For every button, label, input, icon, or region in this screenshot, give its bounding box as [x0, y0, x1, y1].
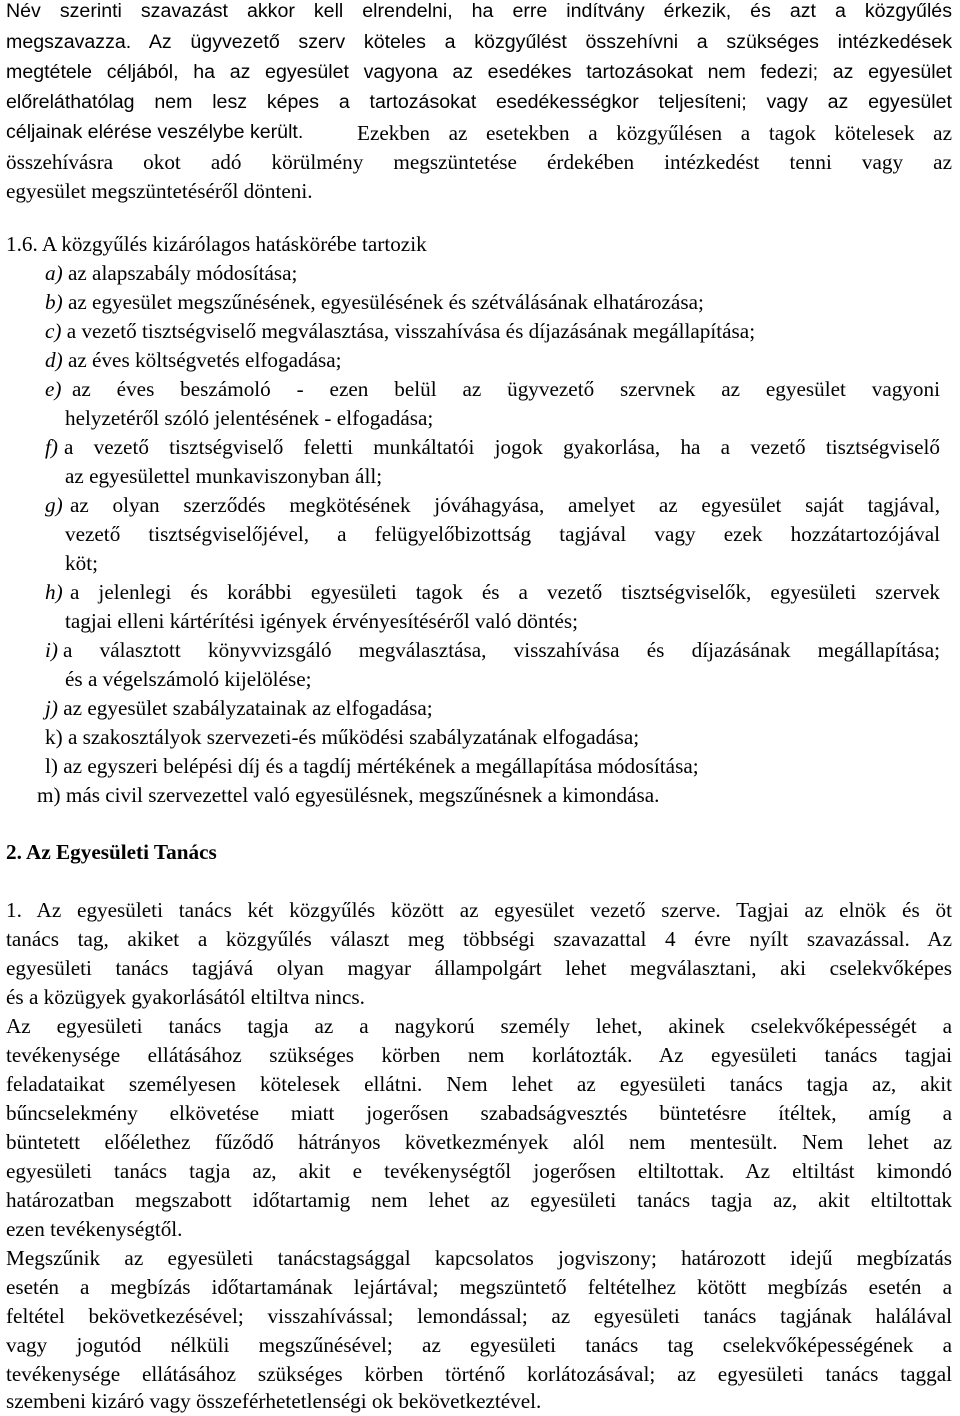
list-label: e) [45, 377, 62, 401]
list-item-g-cont: köt; [65, 551, 98, 575]
list-text: a vezető tisztségviselő megválasztása, visszahívása és díjazásának megállapítása; [66, 319, 756, 343]
list-text: az olyan szerződés megkötésének jóváhagyása, amelyet az egyesület saját tagjával, [70, 493, 940, 517]
list-item-i-cont: és a végelszámoló kijelölése; [65, 667, 312, 691]
list-label: d) [45, 348, 63, 372]
section-2-line: Megszűnik az egyesületi tanácstagsággal kapcsolatos jogviszony; határozott idejű megbízatás [6, 1246, 952, 1270]
intro-line-sans-part: céljainak elérése veszélybe került. [6, 121, 304, 143]
list-text: a vezető tisztségviselő feletti munkáltatói jogok gyakorlása, ha a vezető tisztségviselő [64, 435, 940, 459]
list-item-h-cont: tagjai elleni kártérítési igények érvényesítéséről való döntés; [65, 609, 579, 633]
section-2-line: tevékenysége ellátásához szükséges körben nem korlátozták. Az egyesületi tanács tagjai [6, 1043, 952, 1067]
list-item-c [45, 321, 952, 342]
list-label: h) [45, 580, 63, 604]
intro-line: megszavazza. Az ügyvezető szerv köteles a közgyűlést összehívni a szükséges intézkedések [6, 31, 952, 53]
list-text: az egyesület megszűnésének, egyesülésének és szétválásának elhatározása; [67, 290, 704, 314]
intro-line-serif-part: Ezekben az esetekben a közgyűlésen a tagok kötelesek az [357, 121, 952, 145]
list-text: az egyszeri belépési díj és a tagdíj mértékének a megállapítása módosítása; [63, 754, 699, 778]
list-label: k) [45, 725, 63, 749]
section-2-line: szembeni kizáró vagy összeférhetetlenségi ok bekövetkeztével. [6, 1389, 542, 1413]
section-2-line: ezen tevékenységtől. [6, 1217, 183, 1241]
section-1-6-heading: 1.6. A közgyűlés kizárólagos hatáskörébe tartozik [6, 232, 427, 256]
section-2-line: büntetett előélethez fűződő hátrányos következmények alól nem mentesült. Nem lehet az [6, 1130, 952, 1154]
list-text: az egyesület szabályzatainak az elfogadása; [63, 696, 433, 720]
section-2-line: Az egyesületi tanács tagja az a nagykorú személy lehet, akinek cselekvőképességét a [6, 1014, 952, 1038]
section-2-line: és a közügyek gyakorlásától eltiltva nincs. [6, 985, 365, 1009]
list-item-b [45, 292, 952, 313]
section-2-line: esetén a megbízás időtartamának lejártával; megszüntető feltételhez kötött megbízás esetén a [6, 1275, 952, 1299]
section-2-line: vagy jogutód nélküli megszűnésével; az egyesületi tanács tag cselekvőképességének a [6, 1333, 952, 1357]
section-2-line: bűncselekmény elkövetése miatt jogerősen szabadságvesztés büntetésre ítéltek, amíg a [6, 1101, 952, 1125]
intro-line: megtétele céljából, ha az egyesület vagyona az esedékes tartozásokat nem fedezi; az egyesület [6, 61, 952, 83]
list-item-i [45, 640, 940, 661]
list-item-l [45, 756, 952, 777]
list-label: l) [45, 754, 58, 778]
list-label: c) [45, 319, 62, 343]
intro-line-mixed [6, 123, 952, 143]
list-item-d [45, 350, 952, 371]
list-label: b) [45, 290, 63, 314]
list-label: g) [45, 493, 63, 517]
list-item-h [45, 582, 940, 603]
list-label: m) [37, 783, 61, 807]
list-item-a [45, 263, 952, 284]
list-text: az alapszabály módosítása; [67, 261, 298, 285]
section-2-line: feltétel bekövetkezésével; visszahívással; lemondással; az egyesületi tanács tagjának halálával [6, 1304, 952, 1328]
list-text: az éves beszámoló - ezen belül az ügyvezető szervnek az egyesület vagyoni [72, 377, 940, 401]
list-item-e [45, 379, 940, 400]
section-2-line: feladataikat személyesen kötelesek ellátni. Nem lehet az egyesületi tanács tagja az, akit [6, 1072, 952, 1096]
list-text: más civil szervezettel való egyesülésnek, megszűnésnek a kimondása. [65, 783, 660, 807]
intro-line: összehívásra okot adó körülmény megszüntetése érdekében intézkedést tenni vagy az [6, 150, 952, 174]
list-item-g [45, 495, 940, 516]
list-item-g-cont: vezető tisztségviselőjével, a felügyelőbizottság tagjával vagy ezek hozzátartozójával [65, 522, 940, 546]
intro-line: Név szerinti szavazást akkor kell elrendelni, ha erre indítvány érkezik, és azt a közgyűlés [6, 0, 952, 22]
list-text: a jelenlegi és korábbi egyesületi tagok és a vezető tisztségviselők, egyesületi szervek [70, 580, 940, 604]
list-label: f) [45, 435, 58, 459]
list-label: a) [45, 261, 63, 285]
list-text: a választott könyvvizsgáló megválasztása, visszahívása és díjazásának megállapítása; [63, 638, 940, 662]
list-item-f [45, 437, 940, 458]
section-2-line: egyesületi tanács tagja az, akit e tevékenységtől jogerősen eltiltottak. Az eltiltást kimondó [6, 1159, 952, 1183]
list-item-k [45, 727, 952, 748]
section-2-line: egyesületi tanács tagjává olyan magyar állampolgárt lehet megválasztani, aki cselekvőképes [6, 956, 952, 980]
list-label: i) [45, 638, 58, 662]
section-2-line: tevékenysége ellátásához szükséges körben történő korlátozásával; az egyesületi tanács taggal [6, 1362, 952, 1386]
section-2-heading: 2. Az Egyesületi Tanács [6, 840, 217, 864]
list-item-e-cont: helyzetéről szóló jelentésének - elfogadása; [65, 406, 434, 430]
list-item-f-cont: az egyesülettel munkaviszonyban áll; [65, 464, 383, 488]
list-item-j [45, 698, 952, 719]
section-2-line: 1. Az egyesületi tanács két közgyűlés között az egyesület vezető szerve. Tagjai az elnök és öt [6, 898, 952, 922]
list-item-m [37, 785, 952, 806]
section-2-line: tanács tag, akiket a közgyűlés választ meg többségi szavazattal 4 évre nyílt szavazással. Az [6, 927, 952, 951]
intro-line: egyesület megszüntetéséről dönteni. [6, 179, 313, 203]
list-text: az éves költségvetés elfogadása; [67, 348, 342, 372]
list-text: a szakosztályok szervezeti-és működési szabályzatának elfogadása; [67, 725, 640, 749]
section-2-line: határozatban megszabott időtartamig nem lehet az egyesületi tanács tagja az, akit eltiltottak [6, 1188, 952, 1212]
list-label: j) [45, 696, 58, 720]
intro-line: előreláthatólag nem lesz képes a tartozásokat esedékességkor teljesíteni; vagy az egyesület [6, 91, 952, 113]
